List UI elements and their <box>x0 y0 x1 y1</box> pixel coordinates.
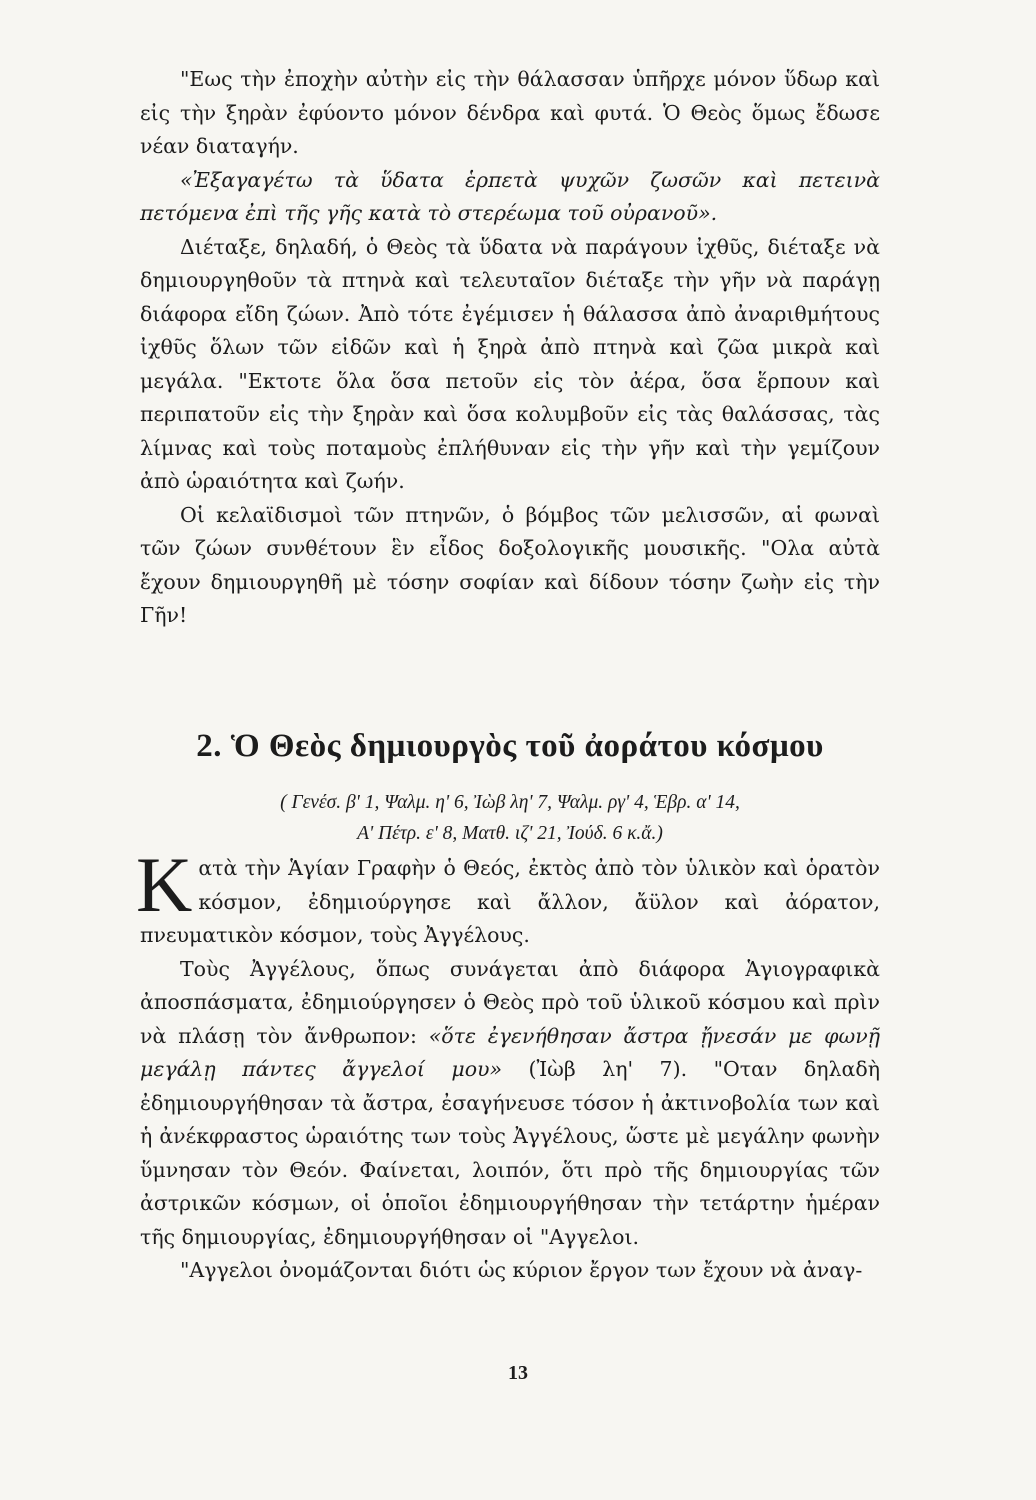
drop-cap: Κ <box>136 841 193 928</box>
paragraph-1: "Εως τὴν ἐποχὴν αὐτὴν εἰς τὴν θάλασσαν ὑπῆρχε μόνον ὕδωρ καὶ εἰς τὴν ξηρὰν ἐφύοντο μόνον δένδρα καὶ φυτά. Ὁ Θεὸς ὅμως ἔδωσε νέαν διαταγήν. <box>140 67 880 158</box>
paragraph-5 <box>140 953 880 1255</box>
paragraph-5-end: (Ἰὼβ λη' 7). "Οταν δηλαδὴ ἐδημιουργήθησαν τὰ ἄστρα, ἐσαγήνευσε τόσον ἡ ἀκτινοβολία των καὶ ἡ ἀνέκφραστος ὡραιότης των τοὺς Ἀγγέλους, ὥστε μὲ μεγάλην φωνὴν ὕμνησαν τὸν Θεόν. Φαίνεται, λοιπόν, ὅτι πρὸ τῆς δημιουργίας τῶν ἀστρικῶν κόσμων, οἱ ὁποῖοι ἐδημιουργήθησαν τὴν τετάρτην ἡμέραν τῆς δημιουργίας, ἐδημιουργήθησαν οἱ "Αγγελοι. <box>140 1057 880 1249</box>
paragraph-4 <box>136 841 880 953</box>
paragraph-2: Διέταξε, δηλαδή, ὁ Θεὸς τὰ ὕδατα νὰ παράγουν ἰχθῦς, διέταξε νὰ δημιουργηθοῦν τὰ πτηνὰ καὶ τελευταῖον διέταξε τὴν γῆν νὰ παράγῃ διάφορα εἴδη ζώων. Ἀπὸ τότε ἐγέμισεν ἡ θάλασσα ἀπὸ ἀναριθμήτους ἰχθῦς ὅλων τῶν εἰδῶν καὶ ἡ ξηρὰ ἀπὸ πτηνὰ καὶ ζῶα μικρὰ καὶ μεγάλα. "Εκτοτε ὅλα ὅσα πετοῦν εἰς τὸν ἀέρα, ὅσα ἕρπουν καὶ περιπατοῦν εἰς τὴν ξηρὰν καὶ ὅσα κολυμβοῦν εἰς τὰς θαλάσσας, τὰς λίμνας καὶ τοὺς ποταμοὺς ἐπλήθυναν εἰς τὴν γῆν καὶ τὴν γεμίζουν ἀπὸ ὡραιότητα καὶ ζωήν. <box>140 234 880 493</box>
paragraph-5-quote: «ὅτε ἐγενήθησαν ἄστρα ᾔνεσάν με φωνῇ μεγάλῃ πάντες ἄγγελοί μου» <box>140 1023 880 1081</box>
scripture-references <box>140 787 880 849</box>
scripture-quote: «Ἐξαγαγέτω τὰ ὕδατα ἑρπετὰ ψυχῶν ζωσῶν καὶ πετεινὰ πετόμενα ἐπὶ τῆς γῆς κατὰ τὸ στερέωμα τοῦ οὐρανοῦ». <box>140 167 880 225</box>
lower-text <box>136 841 880 1288</box>
references-line-1: ( Γενέσ. β' 1, Ψαλμ. η' 6, Ἰὼβ λη' 7, Ψαλμ. ργ' 4, Ἑβρ. α' 14, <box>280 792 740 813</box>
paragraph-5-start: Τοὺς Ἀγγέλους, ὅπως συνάγεται ἀπὸ διάφορα Ἁγιογραφικὰ ἀποσπάσματα, ἐδημιούργησεν ὁ Θεὸς πρὸ τοῦ ὑλικοῦ κόσμου καὶ πρὶν νὰ πλάσῃ τὸν ἄνθρωπον: <box>140 956 880 1048</box>
paragraph-3: Οἱ κελαϊδισμοὶ τῶν πτηνῶν, ὁ βόμβος τῶν μελισσῶν, αἱ φωναὶ τῶν ζώων συνθέτουν ἓν εἶδος δοξολογικῆς μουσικῆς. "Ολα αὐτὰ ἔχουν δημιουργηθῆ μὲ τόσην σοφίαν καὶ δίδουν τόσην ζωὴν εἰς τὴν Γῆν! <box>140 502 880 627</box>
references-line-2: Α' Πέτρ. ε' 8, Ματθ. ιζ' 21, Ἰούδ. 6 κ.ἄ.) <box>357 823 663 844</box>
paragraph-6: "Αγγελοι ὀνομάζονται διότι ὡς κύριον ἔργον των ἔχουν νὰ ἀναγ- <box>180 1258 863 1282</box>
upper-text <box>140 63 880 633</box>
page-number: 13 <box>508 1362 528 1384</box>
section-title: 2. Ὁ Θεὸς δημιουργὸς τοῦ ἀοράτου κόσμου <box>196 728 824 764</box>
paragraph-4-text: ατὰ τὴν Ἁγίαν Γραφὴν ὁ Θεός, ἐκτὸς ἀπὸ τὸν ὑλικὸν καὶ ὁρατὸν κόσμον, ἐδημιούργησε καὶ ἄλλον, ἄϋλον καὶ ἀόρατον, πνευματικὸν κόσμον, τοὺς Ἀγγέλους. <box>140 856 880 947</box>
